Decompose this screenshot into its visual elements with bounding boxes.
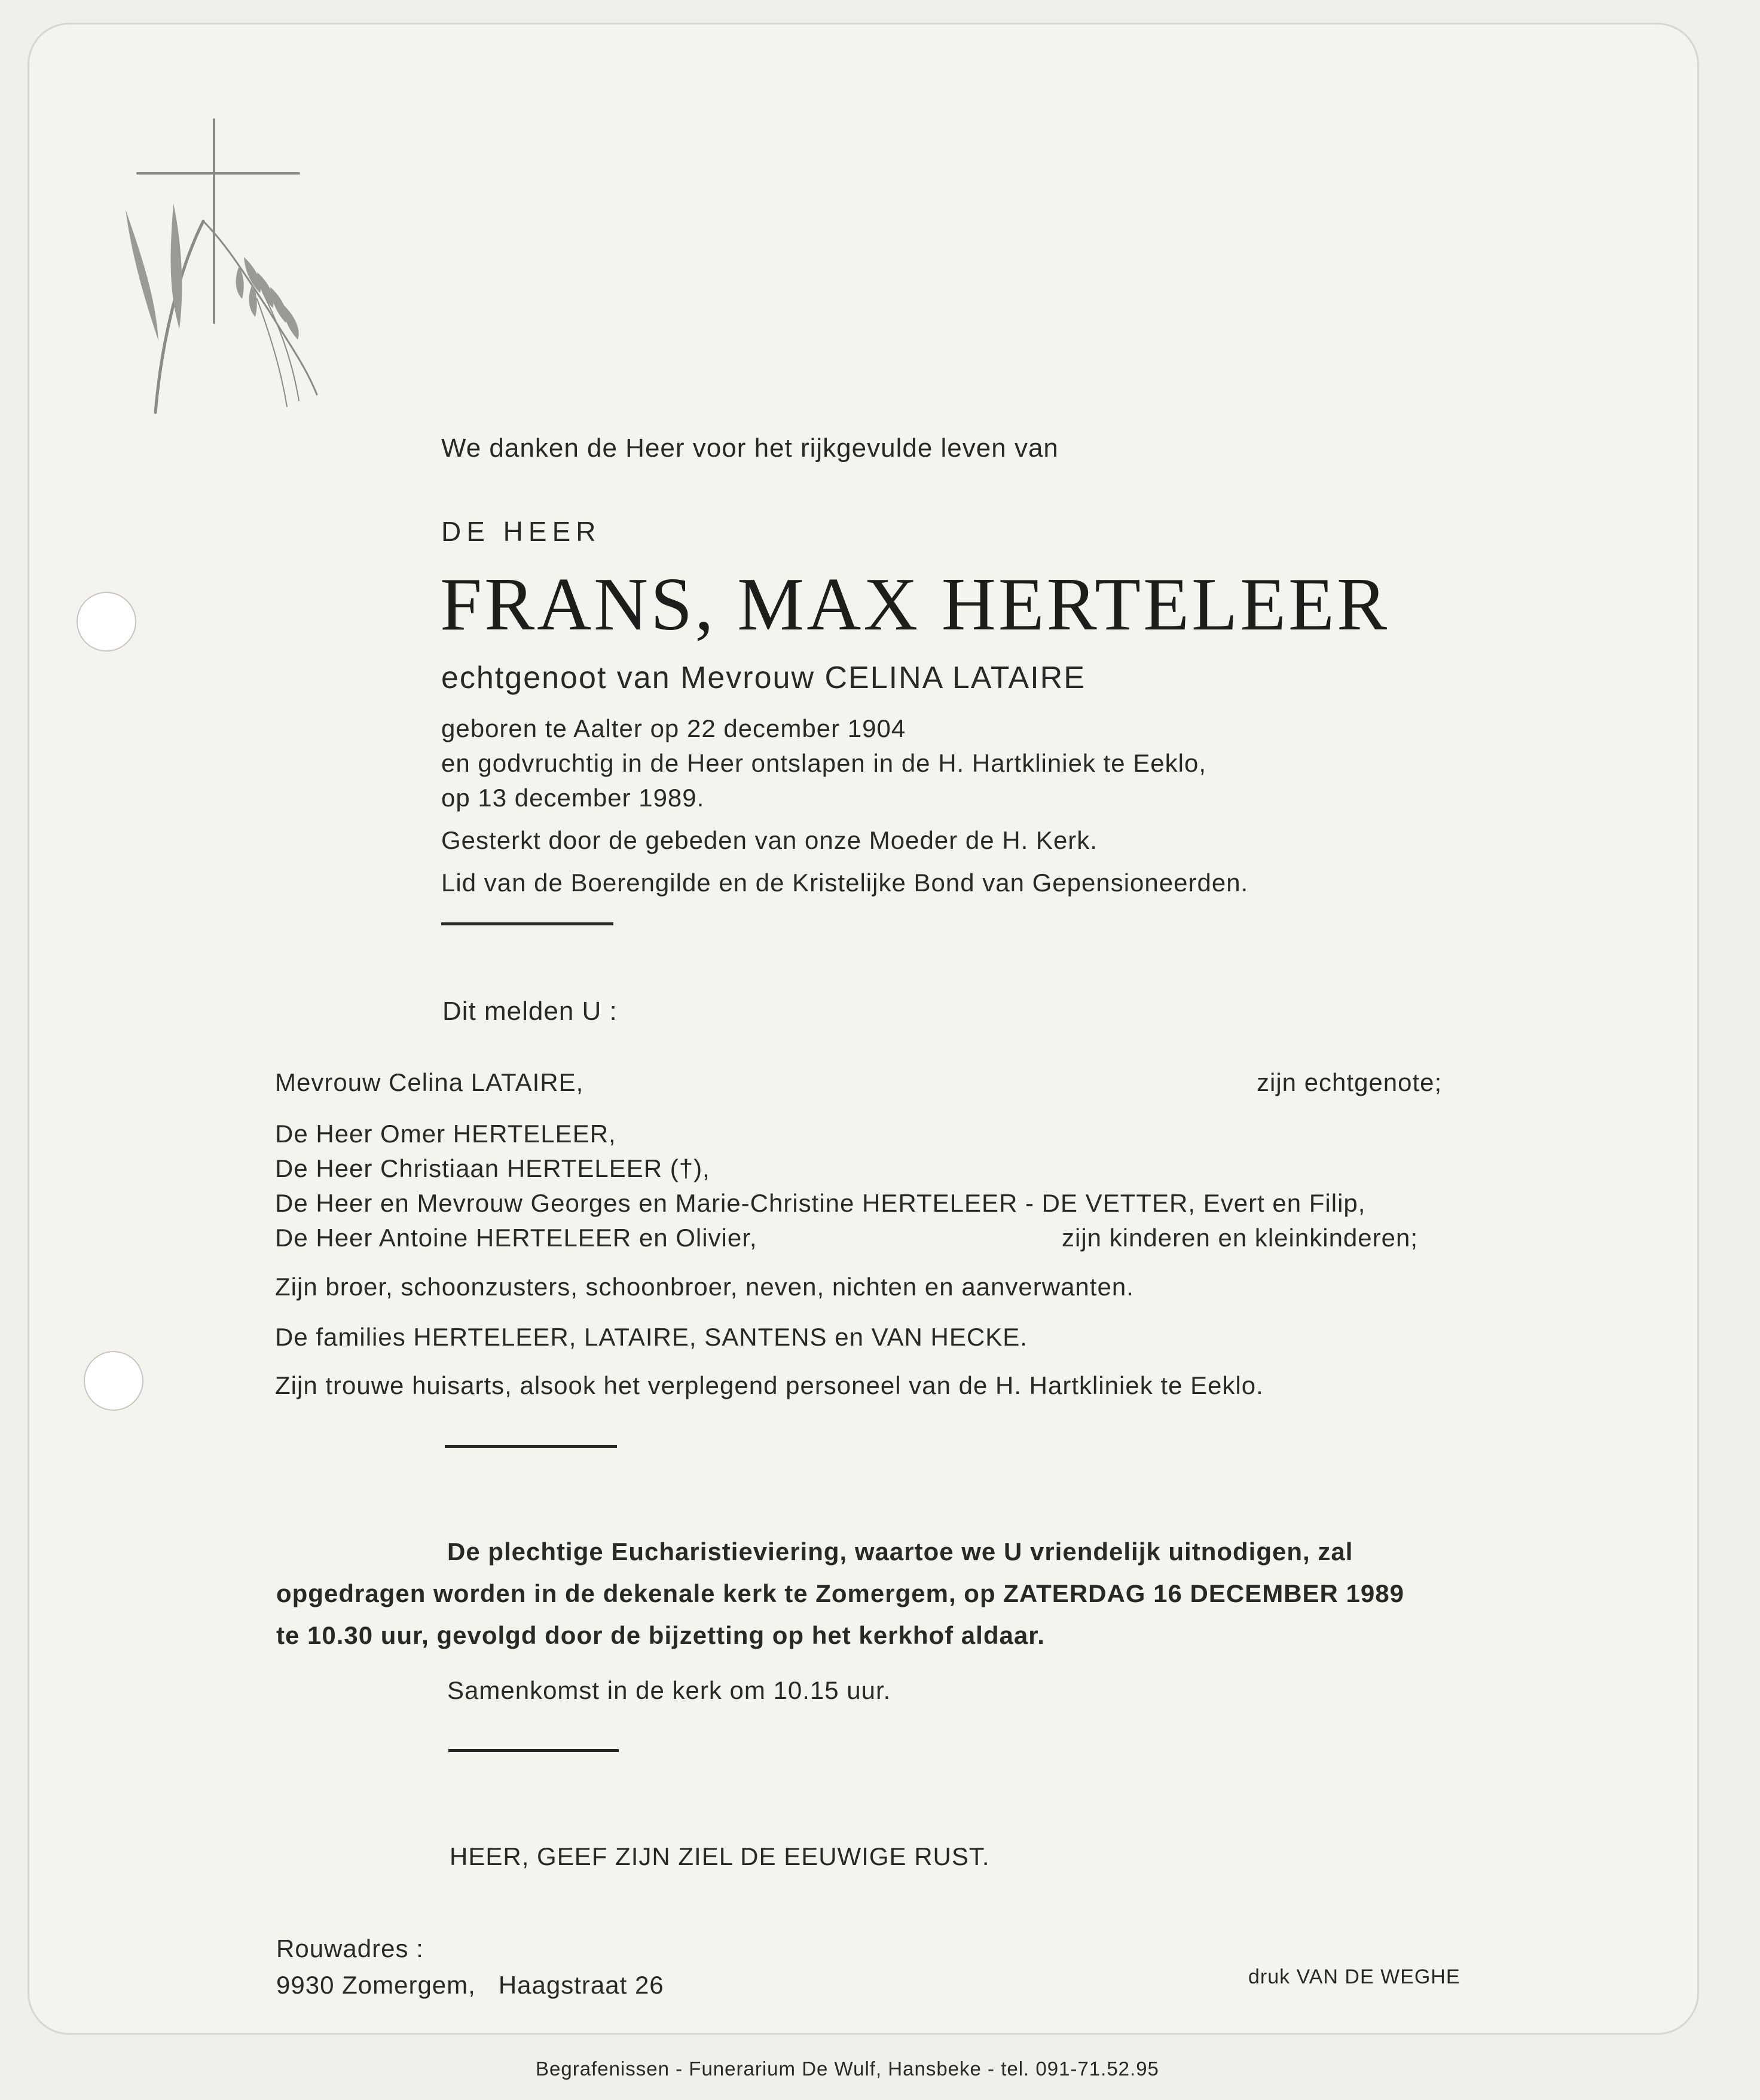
ceremony-line: te 10.30 uur, gevolgd door de bijzetting op het kerkhof aldaar.	[276, 1621, 1045, 1649]
announce-label: Dit melden U :	[442, 996, 618, 1026]
bio-line: op 13 december 1989.	[441, 784, 705, 812]
bio-line: Lid van de Boerengilde en de Kristelijke Bond van Gepensioneerden.	[441, 869, 1249, 897]
deceased-name: FRANS, MAX HERTELEER	[440, 563, 1390, 646]
relatives-line: Zijn broer, schoonzusters, schoonbroer, neven, nichten en aanverwanten.	[275, 1273, 1134, 1301]
child-entry: De Heer Christiaan HERTELEER (†),	[275, 1154, 710, 1182]
children-relation: zijn kinderen en kleinkinderen;	[1062, 1224, 1419, 1252]
ceremony-line: De plechtige Eucharistieviering, waartoe we U vriendelijk uitnodigen, zal	[447, 1537, 1353, 1566]
relatives-line: De families HERTELEER, LATAIRE, SANTENS en VAN HECKE.	[275, 1323, 1028, 1351]
bio-line: geboren te Aalter op 22 december 1904	[441, 714, 906, 742]
child-entry: De Heer Antoine HERTELEER en Olivier,	[275, 1224, 757, 1252]
child-entry: De Heer en Mevrouw Georges en Marie-Christine HERTELEER - DE VETTER, Evert en Filip,	[275, 1189, 1366, 1217]
child-entry: De Heer Omer HERTELEER,	[275, 1120, 616, 1148]
address-label: Rouwadres :	[276, 1934, 424, 1963]
relatives-line: Zijn trouwe huisarts, alsook het verplegend personeel van de H. Hartkliniek te Eeklo.	[275, 1371, 1264, 1399]
prayer-line: HEER, GEEF ZIJN ZIEL DE EEUWIGE RUST.	[450, 1842, 990, 1870]
divider	[441, 922, 613, 925]
spouse-entry-name: Mevrouw Celina LATAIRE,	[275, 1068, 584, 1096]
address: 9930 Zomergem, Haagstraat 26	[276, 1971, 664, 1999]
gathering-line: Samenkomst in de kerk om 10.15 uur.	[447, 1676, 891, 1704]
ceremony-line: opgedragen worden in de dekenale kerk te Zomergem, op ZATERDAG 16 DECEMBER 1989	[276, 1579, 1404, 1607]
divider	[448, 1749, 619, 1752]
divider	[445, 1445, 617, 1448]
title-prefix: DE HEER	[441, 516, 601, 547]
printer-credit: druk VAN DE WEGHE	[1248, 1965, 1460, 1988]
punch-hole-bottom	[84, 1351, 143, 1411]
spouse-line: echtgenoot van Mevrouw CELINA LATAIRE	[441, 661, 1086, 695]
spouse-entry-relation: zijn echtgenote;	[1257, 1068, 1443, 1096]
cross-wheat-emblem	[114, 114, 329, 424]
bio-line: en godvruchtig in de Heer ontslapen in de H. Hartkliniek te Eeklo,	[441, 749, 1207, 777]
punch-hole-top	[77, 592, 136, 652]
footer-credit: Begrafenissen - Funerarium De Wulf, Hansbeke - tel. 091-71.52.95	[536, 2058, 1159, 2080]
bio-line: Gesterkt door de gebeden van onze Moeder de H. Kerk.	[441, 826, 1098, 854]
intro-line: We danken de Heer voor het rijkgevulde leven van	[441, 433, 1059, 463]
